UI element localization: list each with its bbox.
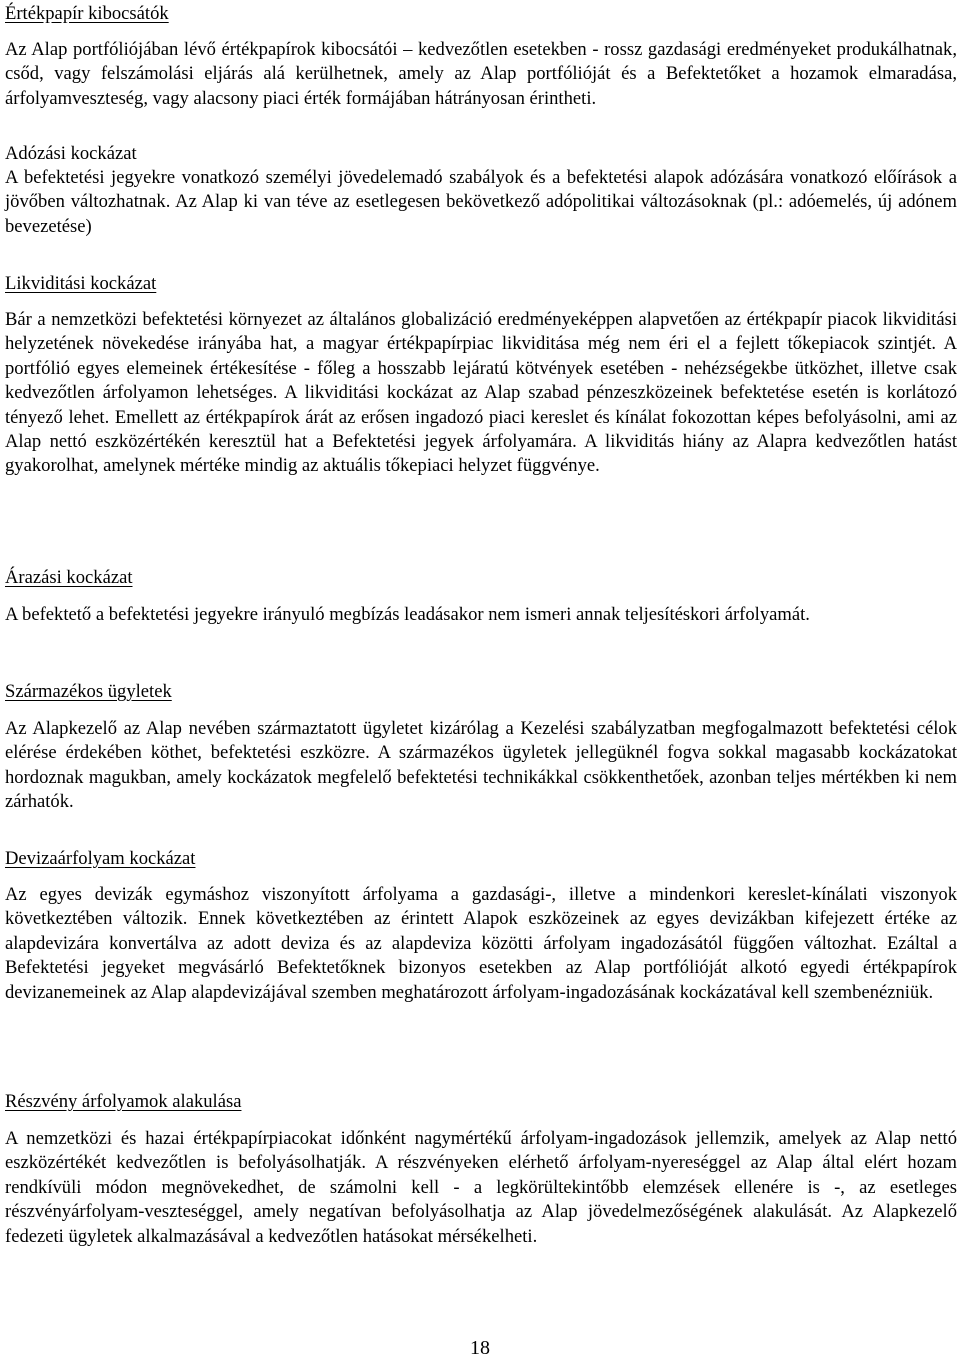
section-body-equity-prices: A nemzetközi és hazai értékpapírpiacokat időnként nagymértékű árfolyam-ingadozások jellemzik, amelyek az Alap nettó eszközértékét kedvezőtlen is befolyásolhatják. A részvényeken elérhető árfolyam-nyereséggel az Alap által elért hozam rendkívüli módon megnövekedhet, de számolni kell - a legkörültekintőbb elemzések ellenére is -, az esetleges részvényárfolyam-veszteséggel, amely negatívan befolyásolhatja az Alap jövedelmezőségének alakulását. Az Alapkezelő fedezeti ügyletek alkalmazásával a kedvezőtlen hatásokat mérsékelheti. <box>5 1128 957 1247</box>
section-body-derivatives: Az Alapkezelő az Alap nevében származtatott ügyletet kizárólag a Kezelési szabályzatban megfogalmazott befektetési célok elérése érdekében köthet, befektetési eszközre. A származékos ügyletek jellegüknél fogva sokkal magasabb kockázatokat hordoznak magukban, amely kockázatok megfelelő befektetési technikákkal csökkenthetőek, azonban teljes mértékben ki nem zárhatók. <box>5 718 957 813</box>
section-heading-pricing-risk: Árazási kockázat <box>5 567 133 588</box>
page-number: 18 <box>470 1337 490 1359</box>
section-body-fx-risk: Az egyes devizák egymáshoz viszonyított árfolyama a gazdasági-, illetve a mindenkori kereslet-kínálati viszonyok következtében változik. Ennek következtében az érintett Alapok eszközeinek az egyes devizákban kifejezett értéke az alapdevizára konvertálva az adott deviza és az alapdeviza közötti árfolyam ingadozásától függően változhat. Ezáltal a Befektetési jegyeket megvásárló Befektetőknek bizonyos esetekben az Alap portfólióját alkotó egyedi értékpapírok devizanemeinek az Alap alapdevizájával szemben meghatározott árfolyam-ingadozásának kockázatával kell szembenézniük. <box>5 884 957 1003</box>
section-heading-fx-risk: Devizaárfolyam kockázat <box>5 848 196 869</box>
section-heading-issuers: Értékpapír kibocsátók <box>5 3 169 24</box>
section-heading-liquidity-risk: Likviditási kockázat <box>5 273 157 294</box>
section-body-issuers: Az Alap portfóliójában lévő értékpapírok kibocsátói – kedvezőtlen esetekben - rossz gazdasági eredményeket produkálhatnak, csőd, vagy felszámolási eljárás alá kerülhetnek, amely az Alap portfólióját és a Befektetőket a hozamok elmaradása, árfolyamveszteség, vagy alacsony piaci érték formájában hátrányosan érintheti. <box>5 39 957 109</box>
section-heading-tax-risk: Adózási kockázat <box>5 143 137 164</box>
section-body-liquidity-risk: Bár a nemzetközi befektetési környezet az általános globalizáció eredményeképpen alapvetően az értékpapír piacok likviditási helyzetének növekedése irányába hat, a magyar értékpapírpiac likviditása még nem éri el a fejlett tőkepiacok szintjét. A portfólió egyes elemeinek értékesítése - főleg a hosszabb lejáratú kötvények esetében - nehézségekbe ütközhet, illetve csak kedvezőtlen árfolyamon lehetséges. A likviditási kockázat az Alap szabad pénzeszközeinek befektetése esetén is korlátozó tényező lehet. Emellett az értékpapírok árát az erősen ingadozó piaci kereslet és kínálat fokozottan képes befolyásolni, ami az Alap nettó eszközértékén keresztül hat a Befektetési jegyek árfolyamára. A likviditás hiány az Alapra kedvezőtlen hatást gyakorolhat, amelynek mértéke mindig az aktuális tőkepiaci helyzet függvénye. <box>5 309 957 477</box>
section-body-pricing-risk: A befektető a befektetési jegyekre irányuló megbízás leadásakor nem ismeri annak teljesítéskori árfolyamát. <box>5 604 810 625</box>
section-heading-derivatives: Származékos ügyletek <box>5 681 172 702</box>
section-heading-equity-prices: Részvény árfolyamok alakulása <box>5 1091 242 1112</box>
section-body-tax-risk: A befektetési jegyekre vonatkozó személyi jövedelemadó szabályok és a befektetési alapok adózására vonatkozó előírások a jövőben változhatnak. Az Alap ki van téve az esetlegesen bekövetkező adópolitikai változásoknak (pl.: adóemelés, új adónem bevezetése) <box>5 167 957 237</box>
